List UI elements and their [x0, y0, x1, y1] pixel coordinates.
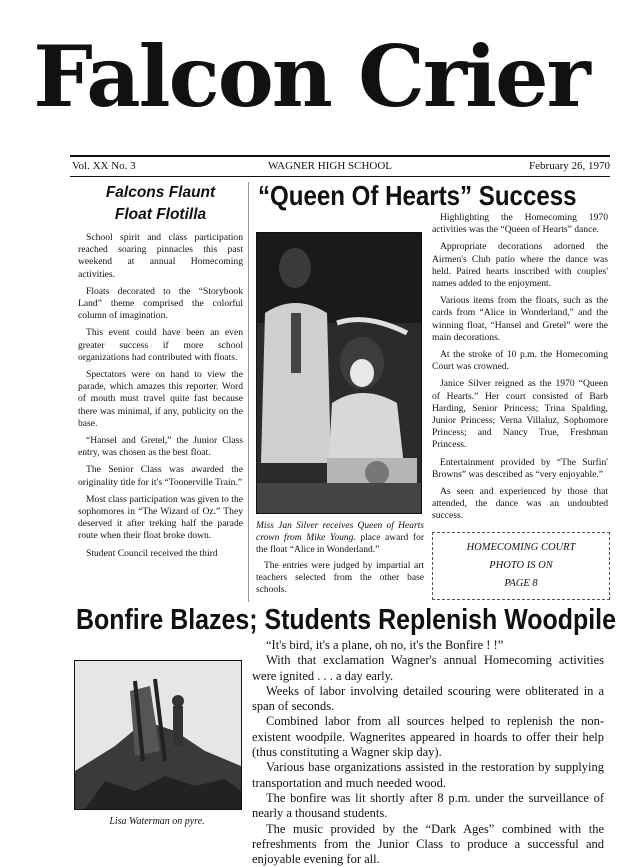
left-article-headline [78, 182, 243, 226]
paragraph: Various base organizations assisted in the restoration by supplying transportation and much needed wood. [252, 760, 604, 790]
paragraph: Weeks of labor involving detailed scouring were obliterated in a span of seconds. [252, 683, 604, 714]
left-headline-line2: Float Flotilla [114, 206, 207, 223]
paragraph: School spirit and class participation reached soaring pinnacles this past weekend at annual Homecoming activities. [78, 232, 243, 280]
court-notice-line2: PHOTO IS ON [489, 560, 553, 571]
paragraph: With that exclamation Wagner's annual Homecoming activities were ignited . . . a day early. [252, 653, 604, 683]
paragraph: Floats decorated to the “Storybook Land” theme comprised the colorful column of imagination. [78, 285, 243, 322]
caption-judging: The entries were judged by impartial art teachers selected from the other base schools. [256, 561, 424, 595]
caption-italic: Miss Jan Silver receives Queen of Hearts crown from Mike Young. [256, 521, 424, 543]
paragraph: Most class participation was given to the sophomores in “The Wizard of Oz.” They deserved it after treking half the parade route when their float broke down. [78, 493, 243, 542]
paragraph: Appropriate decorations adorned the Airmen's Club patio where the dance was held. Paired hearts inscribed with couples' names added to the enjoyment. [432, 241, 608, 290]
issue-date: February 26, 1970 [529, 160, 610, 172]
homecoming-court-notice [432, 532, 610, 600]
paragraph: The Senior Class was awarded the originality title for it's “Toonerville Train.” [78, 464, 243, 488]
left-article [78, 182, 243, 565]
issue-school: WAGNER HIGH SCHOOL [267, 160, 393, 172]
paragraph: Combined labor from all sources helped to replenish the non-existent woodpile. Wagnerites appeared in hoards to offer their help (thus constituting a Wagner skip day). [252, 714, 604, 760]
bonfire-pyre-graphic [75, 661, 241, 809]
bonfire-headline: Bonfire Blazes; Students Replenish Woodpile [76, 604, 616, 636]
paragraph: Student Council received the third [86, 547, 218, 559]
issue-volume: Vol. XX No. 3 [72, 160, 136, 172]
paragraph: At the stroke of 10 p.m. the Homecoming Court was crowned. [432, 349, 608, 373]
bonfire-pyre-photo [74, 660, 242, 810]
paragraph: Various items from the floats, such as the cards from “Alice in Wonderland,” and the winning float, “Hansel and Gretel” were the main decorations. [432, 295, 608, 343]
queen-crowning-photo-graphic [257, 233, 421, 513]
paragraph: Spectators were on hand to view the parade, which amazes this reporter. Word of mouth must travel quite fast because there was minimal, if any, publicity on the base. [78, 369, 243, 429]
queen-photo-caption [256, 520, 424, 596]
paragraph: “Hansel and Gretel,” the Junior Class entry, was chosen as the best float. [78, 435, 243, 459]
left-article-body [78, 232, 243, 560]
caption-continuation: place award for the float “Alice in Wonderland.” [256, 533, 424, 555]
court-notice-line1: HOMECOMING COURT [466, 542, 576, 553]
paragraph: Highlighting the Homecoming 1970 activities was the “Queen of Hearts” dance. [432, 212, 608, 236]
paragraph: The bonfire was lit shortly after 8 p.m. under the surveillance of nearly a thousand students. [252, 790, 604, 821]
bonfire-photo-caption: Lisa Waterman on pyre. [109, 816, 205, 827]
paragraph: Janice Silver reigned as the 1970 “Queen of Hearts.” Her court consisted of Barb Harding, Senior Princess; Trina Spalding, Junior Princess; Verna Villaluz, Sophomore Princess; and Nancy True, Freshman Princess. [432, 378, 608, 451]
main-article-body [432, 212, 608, 528]
masthead-rule-bottom [70, 176, 610, 177]
paragraph: This event could have been an even greater success if more school organizations had contributed with floats. [78, 327, 243, 363]
masthead-rule-top [70, 155, 610, 157]
paragraph: As seen and experienced by those that attended, the dance was an undoubted success. [432, 486, 608, 522]
paragraph: “It's bird, it's a plane, oh no, it's the Bonfire ! !” [266, 638, 504, 652]
column-divider [248, 182, 249, 602]
court-notice-line3: PAGE 8 [504, 578, 538, 589]
paragraph: Entertainment provided by “The Surfin' Browns” was described as “very enjoyable.” [432, 456, 608, 480]
masthead-title: Falcon Crier [33, 27, 589, 126]
main-article-headline: “Queen Of Hearts” Success [258, 180, 577, 211]
queen-crowning-photo [256, 232, 422, 514]
left-headline-line1: Falcons Flaunt [105, 184, 216, 201]
paragraph: The music provided by the “Dark Ages” combined with the refreshments from the Junior Class to produce a successful and enjoyable evening for all. [252, 821, 604, 867]
bonfire-article-body [252, 638, 604, 867]
